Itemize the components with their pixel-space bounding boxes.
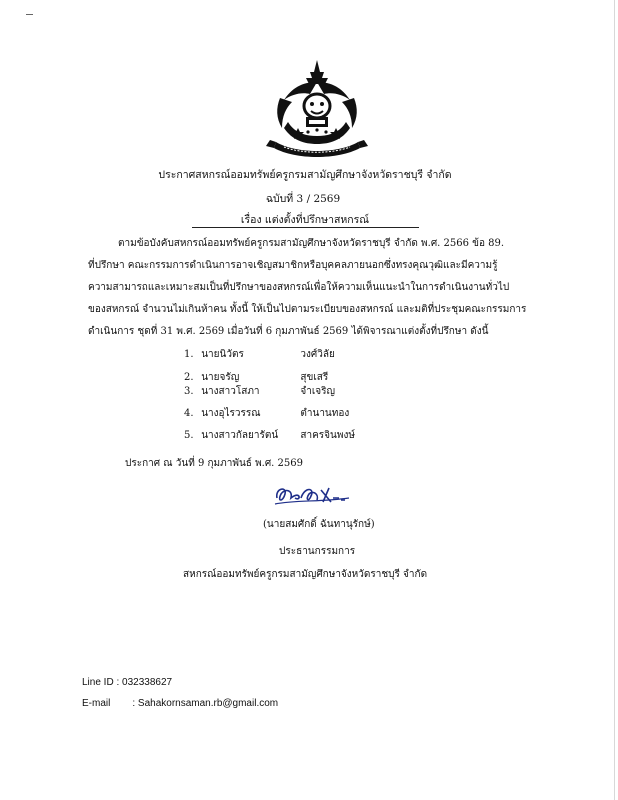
announcement-title: ประกาศสหกรณ์ออมทรัพย์ครูกรมสามัญศึกษาจังหวัดราชบุรี จำกัด xyxy=(158,169,452,181)
signatory-position: ประธานกรรมการ xyxy=(279,546,356,557)
body-line: ที่ปรึกษา คณะกรรมการดำเนินการอาจเชิญสมาชิกหรือบุคคลภายนอกซึ่งทรงคุณวุฒิและมีความรู้ xyxy=(88,260,498,271)
body-line: ตามข้อบังคับสหกรณ์ออมทรัพย์ครูกรมสามัญศึกษาจังหวัดราชบุรี จำกัด พ.ศ. 2566 ข้อ 89. xyxy=(118,238,505,249)
member-last-name: วงศ์วิลัย xyxy=(300,349,335,360)
member-first-name: นางสาวโสภา xyxy=(201,386,260,397)
body-line: ความสามารถและเหมาะสมเป็นที่ปรึกษาของสหกรณ์เพื่อให้ความเห็นแนะนำในการดำเนินงานทั่วไป xyxy=(88,282,510,293)
member-last-name: จำเจริญ xyxy=(300,386,336,397)
scan-mark xyxy=(26,14,33,15)
signature-icon xyxy=(271,478,353,508)
member-first-name: นางสาวกัลยารัตน์ xyxy=(201,430,279,441)
member-row xyxy=(184,428,355,443)
member-number: 1. xyxy=(184,349,194,360)
member-row xyxy=(184,370,328,385)
email-row xyxy=(82,698,278,709)
cooperative-emblem-icon xyxy=(262,58,372,158)
member-row xyxy=(184,347,335,362)
signatory-name: (นายสมศักดิ์ ฉันทานุรักษ์) xyxy=(263,519,375,530)
member-row xyxy=(184,384,335,399)
member-number: 5. xyxy=(184,430,194,441)
body-line: ดำเนินการ ชุดที่ 31 พ.ศ. 2569 เมื่อวันที่ 6 กุมภาพันธ์ 2569 ได้พิจารณาแต่งตั้งที่ปรึกษา ดังนี้ xyxy=(88,326,489,337)
member-row xyxy=(184,406,349,421)
email-label: E-mail xyxy=(82,698,111,709)
member-last-name: สาครจินพงษ์ xyxy=(300,430,355,441)
member-last-name: ตำนานทอง xyxy=(300,408,350,419)
member-first-name: นายนิวัตร xyxy=(201,349,244,360)
email-value: : Sahakornsaman.rb@gmail.com xyxy=(132,698,279,709)
member-number: 3. xyxy=(184,386,194,397)
member-number: 2. xyxy=(184,372,194,383)
signatory-organization: สหกรณ์ออมทรัพย์ครูกรมสามัญศึกษาจังหวัดราชบุรี จำกัด xyxy=(183,569,428,580)
announcement-number: ฉบับที่ 3 / 2569 xyxy=(265,193,341,205)
member-last-name: สุขเสรี xyxy=(300,372,329,383)
body-line: ของสหกรณ์ จำนวนไม่เกินห้าคน ทั้งนี้ ให้เป็นไปตามระเบียบของสหกรณ์ และมติที่ประชุมคณะกรรมการ xyxy=(88,304,527,315)
scan-edge xyxy=(614,0,615,800)
member-number: 4. xyxy=(184,408,194,419)
line-id: Line ID : 032338627 xyxy=(82,677,173,688)
announcement-date: ประกาศ ณ วันที่ 9 กุมภาพันธ์ พ.ศ. 2569 xyxy=(125,458,303,469)
member-first-name: นางอุไรวรรณ xyxy=(201,408,261,419)
member-first-name: นายจรัญ xyxy=(201,372,240,383)
announcement-subject: เรื่อง แต่งตั้งที่ปรึกษาสหกรณ์ xyxy=(240,214,370,226)
title-underline xyxy=(192,227,419,228)
